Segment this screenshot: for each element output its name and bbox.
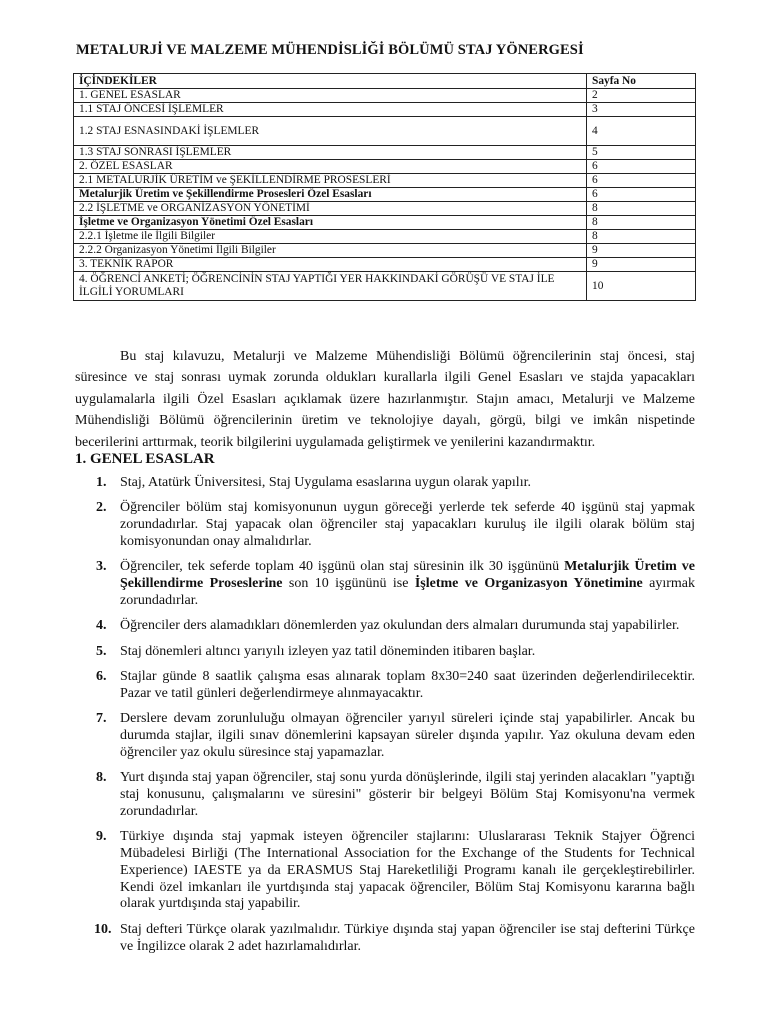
item-number: 2. <box>96 500 107 516</box>
toc-row <box>74 160 696 174</box>
toc-row-page: 6 <box>587 188 696 202</box>
item-text: Türkiye dışında staj yapmak isteyen öğrenciler stajlarını: Uluslararası Teknik Stajyer Öğrenci Mübadelesi Birliği (The International Association for the Exchange of the Students for Technical Experience) IAESTE ya da ERASMUS Staj Hareketliliği Programı kanalı ile gerçekleştirebilirler. Kendi özel imkanları ile yurtdışında staj yapacak öğrenciler, Bölüm Staj Komisyonu kararına bağlı olarak yurtdışında staj yapabilir. <box>120 829 695 912</box>
item-number: 8. <box>96 770 107 786</box>
toc-header-label: İÇİNDEKİLER <box>74 74 587 89</box>
rules-list <box>75 475 695 964</box>
list-item <box>75 922 695 956</box>
item-text: Derslere devam zorunluluğu olmayan öğrenciler yarıyıl süreleri içinde staj yapabilirler. Ancak bu durumda stajlar, ilgili sınav dönemlerini kapsayan süreler dışında yapılır. Yaz okuluna devam eden öğrenciler yaz okulu süresince staj yapamazlar. <box>120 711 695 760</box>
item-text: ayırmak zorundadırlar. <box>120 576 695 608</box>
toc-row-label: 3. TEKNİK RAPOR <box>74 258 587 272</box>
section-heading-genel-esaslar: 1. GENEL ESASLAR <box>75 451 215 467</box>
item-text: Yurt dışında staj yapan öğrenciler, staj sonu yurda dönüşlerinde, ilgili staj yerinden alacakları "yaptığı staj konusunu, çalışmalarını ve süresini" gösterir bir belgeyi Bölüm Staj Komisyonu'na vermek zorundadırlar. <box>120 770 695 819</box>
toc-row-label: 4. ÖĞRENCİ ANKETİ; ÖĞRENCİNİN STAJ YAPTIĞI YER HAKKINDAKİ GÖRÜŞÜ VE STAJ İLE İLGİLİ YORUMLARI <box>74 272 587 301</box>
toc-row-page: 8 <box>587 230 696 244</box>
toc-row <box>74 258 696 272</box>
toc-row-page: 8 <box>587 202 696 216</box>
toc-row <box>74 244 696 258</box>
list-item <box>75 475 695 492</box>
item-number: 1. <box>96 475 107 490</box>
toc-row <box>74 117 696 146</box>
toc-row-label: 1.1 STAJ ÖNCESİ İŞLEMLER <box>74 103 587 117</box>
item-number: 4. <box>96 618 107 634</box>
item-text: Staj, Atatürk Üniversitesi, Staj Uygulama esaslarına uygun olarak yapılır. <box>120 475 531 490</box>
toc-row-page: 3 <box>587 103 696 117</box>
toc-row-label: 2.2 İŞLETME ve ORGANİZASYON YÖNETİMİ <box>74 202 587 216</box>
toc-header-page: Sayfa No <box>587 74 696 89</box>
toc-row <box>74 103 696 117</box>
toc-row <box>74 146 696 160</box>
item-text: Staj dönemleri altıncı yarıyılı izleyen yaz tatil döneminden itibaren başlar. <box>120 643 536 659</box>
list-item <box>75 559 695 609</box>
item-emphasis: İşletme ve Organizasyon Yönetimine <box>414 576 643 592</box>
toc-row-label: İşletme ve Organizasyon Yönetimi Özel Esasları <box>74 216 587 230</box>
item-text: son 10 işgününü ise <box>282 576 415 592</box>
toc-row <box>74 230 696 244</box>
list-item <box>75 669 695 703</box>
toc-row <box>74 174 696 188</box>
toc-row <box>74 89 696 103</box>
toc-row <box>74 216 696 230</box>
toc-row <box>74 202 696 216</box>
toc-row-page: 8 <box>587 216 696 230</box>
toc-row-page: 10 <box>587 272 696 301</box>
item-number: 9. <box>96 829 107 845</box>
item-text: Öğrenciler ders alamadıkları dönemlerden yaz okulundan ders almaları durumunda staj yapabilirler. <box>120 618 680 634</box>
toc-row-label: 2. ÖZEL ESASLAR <box>74 160 587 174</box>
toc-row-page: 6 <box>587 174 696 188</box>
toc-row-label: Metalurjik Üretim ve Şekillendirme Prosesleri Özel Esasları <box>74 188 587 202</box>
list-item <box>75 829 695 913</box>
item-text: Staj defteri Türkçe olarak yazılmalıdır. Türkiye dışında staj yapan öğrenciler ise staj defterini Türkçe ve İngilizce olarak 2 adet hazırlamalıdırlar. <box>120 921 695 954</box>
item-text: Stajlar günde 8 saatlik çalışma esas alınarak toplam 8x30=240 saat üzerinden değerlendirilecektir. Pazar ve tatil günleri değerlendirmeye alınmayacaktır. <box>120 669 695 701</box>
list-item <box>75 618 695 635</box>
document-title: METALURJİ VE MALZEME MÜHENDİSLİĞİ BÖLÜMÜ STAJ YÖNERGESİ <box>76 42 584 58</box>
item-number: 5. <box>96 643 107 659</box>
toc-row-label: 1.3 STAJ SONRASI İŞLEMLER <box>74 146 587 160</box>
intro-paragraph: Bu staj kılavuzu, Metalurji ve Malzeme Mühendisliği Bölümü öğrencilerinin staj öncesi, staj süresince ve staj sonrası uymak zorunda oldukları kurallarla ilgili Genel Esasları ve stajda yapacakları uygulamalarla ilgili Özel Esasları açıklamak üzere hazırlanmıştır. Stajın amacı, Metalurji ve Malzeme Mühendisliği Bölümü öğrencilerinin üretim ve teknolojiye dayalı, görgü, bilgi ve imkân nispetinde becerilerini arttırmak, teorik bilgilerini uygulamada geliştirmek ve yenilerini kazandırmaktır. <box>75 349 695 450</box>
list-item <box>75 500 695 550</box>
item-text: Öğrenciler bölüm staj komisyonunun uygun göreceği yerlerde tek seferde 40 işgünü staj yapmak zorundadırlar. Staj yapacak olan öğrenciler staj yapacakları kuruluş ile ilgili olarak bölüm staj komisyonundan onay almalıdırlar. <box>120 500 695 549</box>
toc-row-label: 1. GENEL ESASLAR <box>74 89 587 103</box>
table-of-contents <box>73 73 696 301</box>
item-number: 10. <box>94 921 112 937</box>
toc-row-label: 2.2.1 İşletme ile İlgili Bilgiler <box>74 230 587 244</box>
toc-row-label: 1.2 STAJ ESNASINDAKİ İŞLEMLER <box>74 117 587 146</box>
item-number: 3. <box>96 559 107 575</box>
toc-row-page: 5 <box>587 146 696 160</box>
item-number: 7. <box>96 711 107 727</box>
toc-header-row <box>74 74 696 89</box>
list-item <box>75 644 695 661</box>
item-number: 6. <box>96 669 107 685</box>
list-item <box>75 770 695 820</box>
toc-row-label: 2.1 METALURJİK ÜRETİM ve ŞEKİLLENDİRME PROSESLERİ <box>74 174 587 188</box>
toc-row-page: 6 <box>587 160 696 174</box>
toc-row-page: 2 <box>587 89 696 103</box>
toc-row-page: 9 <box>587 244 696 258</box>
toc-row <box>74 188 696 202</box>
toc-row <box>74 272 696 301</box>
item-text: Öğrenciler, tek seferde toplam 40 işgünü olan staj süresinin ilk 30 işgününü <box>120 559 565 575</box>
list-item <box>75 711 695 761</box>
toc-row-page: 4 <box>587 117 696 146</box>
toc-row-page: 9 <box>587 258 696 272</box>
item-emphasis: Metalurjik Üretim ve Şekillendirme Proseslerine <box>120 559 695 592</box>
toc-row-label: 2.2.2 Organizasyon Yönetimi İlgili Bilgiler <box>74 244 587 258</box>
